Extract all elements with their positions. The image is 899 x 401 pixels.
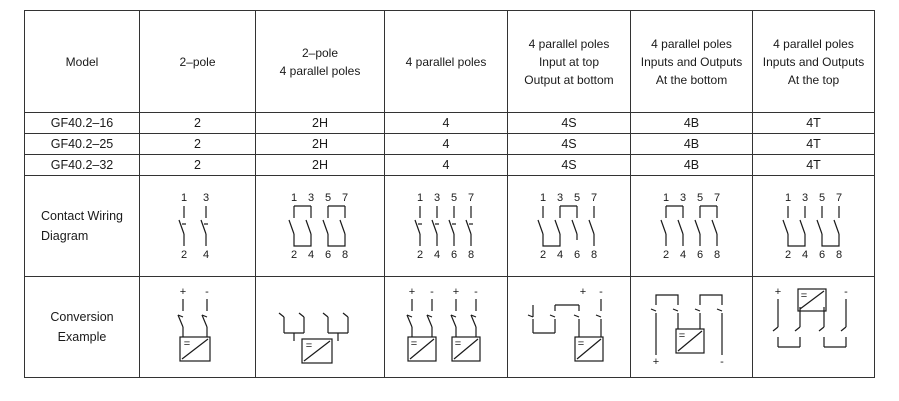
terminal-label: 1 (416, 192, 424, 204)
terminal-label: 1 (784, 192, 791, 204)
terminal-label: 3 (679, 192, 686, 204)
value-cell: 4B (631, 113, 753, 134)
wiring-2h (256, 176, 385, 277)
header-2pole: 2–pole (140, 11, 256, 113)
converter-symbol: = (678, 330, 685, 342)
switch-contact (795, 327, 800, 347)
plus-label: + (408, 286, 416, 298)
spec-table-container (24, 10, 874, 378)
conversion-4 (385, 277, 508, 378)
wiring-4t (753, 176, 875, 277)
switch-contact (678, 206, 683, 246)
terminal-label: 6 (696, 249, 703, 261)
wiring-diagram-4t (782, 190, 846, 262)
conversion-row (25, 277, 875, 378)
terminal-label: 4 (202, 249, 209, 261)
converter-symbol: = (577, 338, 585, 350)
converter-symbol: = (305, 340, 313, 352)
plus-label: + (179, 286, 186, 298)
header-model: Model (25, 11, 140, 113)
switch-contact (712, 206, 717, 246)
switch-contact (178, 315, 183, 337)
plus-label: + (579, 286, 587, 298)
terminal-label: 3 (307, 192, 315, 204)
switch-contact (323, 212, 328, 240)
value-cell: 4S (508, 134, 631, 155)
switch-contact (538, 206, 543, 240)
conversion-4s (508, 277, 631, 378)
switch-contact (323, 313, 328, 333)
terminal-label: 4 (679, 249, 686, 261)
conversion-4b (631, 277, 753, 378)
terminal-label: 7 (341, 192, 349, 204)
terminal-label: 4 (801, 249, 808, 261)
switch-contact (179, 206, 186, 246)
wiring-label: Contact Wiring Diagram (25, 176, 140, 277)
value-cell: 4S (508, 113, 631, 134)
switch-contact (817, 206, 822, 240)
model-cell: GF40.2–25 (25, 134, 140, 155)
conversion-4t (753, 277, 875, 378)
value-cell: 2 (140, 134, 256, 155)
spec-table (24, 10, 875, 378)
terminal-label: 3 (433, 192, 441, 204)
model-cell: GF40.2–16 (25, 113, 140, 134)
value-cell: 2 (140, 113, 256, 134)
switch-contact (528, 315, 533, 333)
value-cell: 4T (753, 155, 875, 176)
terminal-label: 3 (202, 192, 209, 204)
value-cell: 4 (385, 134, 508, 155)
header-4parallel-input-top: 4 parallel poles Input at top Output at bottom (508, 11, 631, 113)
header-4parallel: 4 parallel poles (385, 11, 508, 113)
wiring-diagram-4s (537, 190, 601, 262)
minus-label: - (719, 356, 724, 368)
terminal-label: 7 (590, 192, 598, 204)
minus-label: - (204, 286, 209, 298)
switch-contact (819, 327, 824, 347)
terminal-label: 2 (416, 249, 424, 261)
terminal-label: 5 (696, 192, 703, 204)
conversion-2h (256, 277, 385, 378)
value-cell: 2H (256, 155, 385, 176)
switch-contact (202, 315, 207, 337)
header-4parallel-io-top: 4 parallel poles Inputs and Outputs At the top (753, 11, 875, 113)
switch-contact (432, 206, 439, 246)
conversion-label: Conversion Example (25, 277, 140, 378)
switch-contact (773, 327, 778, 347)
switch-contact (717, 309, 722, 355)
switch-contact (466, 206, 473, 246)
switch-contact (340, 212, 345, 240)
terminal-label: 5 (818, 192, 825, 204)
conversion-2pole (140, 277, 256, 378)
terminal-label: 8 (341, 249, 349, 261)
switch-contact (299, 313, 304, 333)
switch-contact (550, 315, 555, 333)
terminal-label: 5 (450, 192, 458, 204)
converter-symbol: = (410, 338, 418, 350)
plus-label: + (652, 356, 659, 368)
terminal-label: 8 (467, 249, 475, 261)
terminal-label: 8 (713, 249, 720, 261)
terminal-label: 6 (818, 249, 825, 261)
table-row (25, 113, 875, 134)
value-cell: 4T (753, 134, 875, 155)
terminal-label: 5 (573, 192, 581, 204)
value-cell: 4B (631, 155, 753, 176)
minus-label: - (599, 286, 603, 298)
terminal-label: 4 (307, 249, 315, 261)
terminal-label: 5 (324, 192, 332, 204)
converter-symbol: = (454, 338, 462, 350)
switch-contact (427, 315, 432, 337)
switch-contact (834, 206, 839, 240)
switch-contact (661, 206, 666, 246)
switch-contact (695, 309, 700, 329)
terminal-label: 3 (556, 192, 564, 204)
switch-contact (574, 315, 579, 337)
converter-symbol: = (183, 338, 190, 350)
switch-contact (695, 206, 700, 246)
conversion-diagram-4s (527, 287, 611, 367)
switch-contact (471, 315, 476, 337)
terminal-label: 1 (290, 192, 298, 204)
terminal-label: 7 (835, 192, 842, 204)
plus-label: + (774, 286, 781, 298)
terminal-label: 1 (180, 192, 187, 204)
wiring-4s (508, 176, 631, 277)
conversion-diagram-4 (404, 287, 488, 367)
header-row (25, 11, 875, 113)
switch-contact (343, 313, 348, 333)
switch-contact (201, 206, 208, 246)
conversion-diagram-4t (772, 287, 856, 367)
switch-contact (555, 206, 560, 240)
wiring-diagram-2pole (178, 190, 218, 262)
header-4parallel-io-bottom: 4 parallel poles Inputs and Outputs At the bottom (631, 11, 753, 113)
terminal-label: 2 (539, 249, 547, 261)
switch-contact (800, 206, 805, 240)
conversion-diagram-4b (650, 285, 734, 369)
switch-contact (451, 315, 456, 337)
terminal-label: 1 (662, 192, 669, 204)
conversion-diagram-2h (278, 287, 362, 367)
wiring-4 (385, 176, 508, 277)
terminal-label: 2 (180, 249, 187, 261)
value-cell: 2 (140, 155, 256, 176)
value-cell: 4S (508, 155, 631, 176)
converter-symbol: = (800, 290, 807, 302)
switch-contact (279, 313, 284, 333)
terminal-label: 1 (539, 192, 547, 204)
terminal-label: 2 (662, 249, 669, 261)
value-cell: 2H (256, 134, 385, 155)
switch-contact (783, 206, 788, 240)
header-2pole-4parallel: 2–pole 4 parallel poles (256, 11, 385, 113)
plus-label: + (452, 286, 460, 298)
switch-contact (651, 309, 656, 355)
wiring-row (25, 176, 875, 277)
wiring-diagram-2h (288, 190, 352, 262)
terminal-label: 6 (573, 249, 581, 261)
value-cell: 4T (753, 113, 875, 134)
conversion-diagram-2pole (174, 287, 222, 367)
switch-contact (449, 206, 456, 246)
terminal-label: 3 (801, 192, 808, 204)
value-cell: 4B (631, 134, 753, 155)
switch-contact (407, 315, 412, 337)
switch-contact (673, 309, 678, 329)
wiring-diagram-4b (660, 190, 724, 262)
switch-contact (572, 206, 577, 240)
terminal-label: 6 (324, 249, 332, 261)
minus-label: - (474, 286, 478, 298)
model-cell: GF40.2–32 (25, 155, 140, 176)
switch-contact (589, 206, 594, 246)
value-cell: 4 (385, 113, 508, 134)
wiring-2pole (140, 176, 256, 277)
minus-label: - (843, 286, 848, 298)
table-row (25, 155, 875, 176)
terminal-label: 4 (556, 249, 564, 261)
switch-contact (841, 327, 846, 347)
table-row (25, 134, 875, 155)
switch-contact (415, 206, 422, 246)
wiring-4b (631, 176, 753, 277)
terminal-label: 4 (433, 249, 441, 261)
terminal-label: 7 (713, 192, 720, 204)
wiring-diagram-4 (414, 190, 478, 262)
switch-contact (289, 212, 294, 240)
terminal-label: 7 (467, 192, 475, 204)
terminal-label: 2 (784, 249, 791, 261)
value-cell: 2H (256, 113, 385, 134)
minus-label: - (430, 286, 434, 298)
switch-contact (596, 315, 601, 337)
terminal-label: 6 (450, 249, 458, 261)
switch-contact (306, 212, 311, 240)
terminal-label: 2 (290, 249, 298, 261)
terminal-label: 8 (590, 249, 598, 261)
value-cell: 4 (385, 155, 508, 176)
terminal-label: 8 (835, 249, 842, 261)
